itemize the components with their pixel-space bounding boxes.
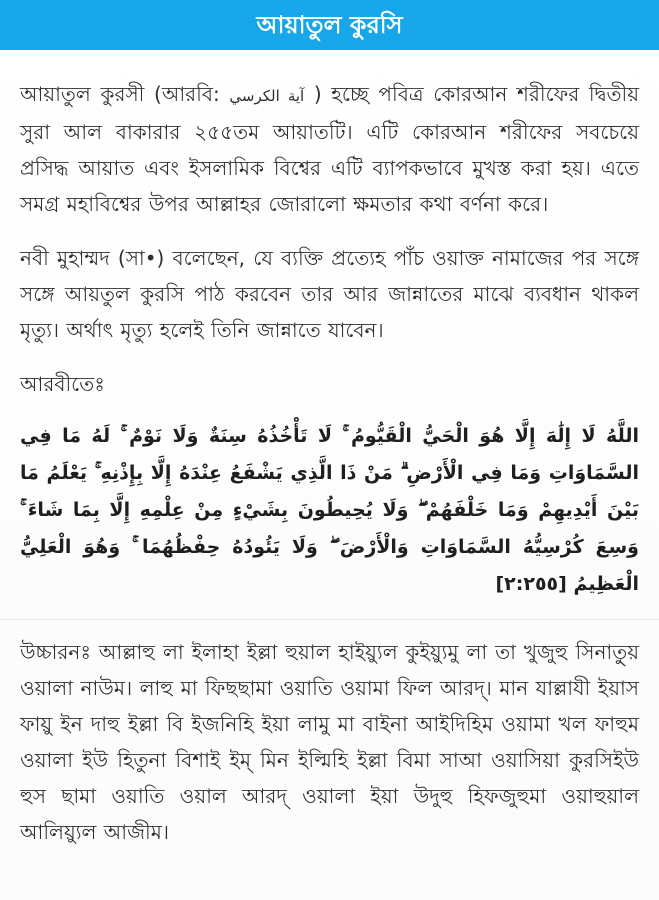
arabic-label: আরবীতেঃ — [20, 372, 105, 396]
intro-text-start: আয়াতুল কুরসী (আরবি: — [20, 82, 230, 106]
intro-text-rest: ) হচ্ছে পবিত্র কোরআন শরীফের দ্বিতীয় সুরা আল বাকারার ২৫৫তম আয়াতটি। এটি কোরআন শরীফের সবচেয়ে প্রসিদ্ধ আয়াত এবং ইসলামিক বিশ্বের এটি ব্যাপকভাবে মুখস্ত করা হয়। এতে সমগ্র মহাবিশ্বের উপর আল্লাহর জোরালো ক্ষমতার কথা বর্ণনা করে। — [20, 82, 639, 216]
content-area[interactable] — [0, 50, 659, 850]
arabic-verse: اللَّهُ لَا إِلَٰهَ إِلَّا هُوَ الْحَيُّ الْقَيُّومُ ۚ لَا تَأْخُذُهُ سِنَةٌ وَلَا نَوْمٌ ۚ لَهُ مَا فِي السَّمَاوَاتِ وَمَا فِي الْأَرْضِ ۗ مَنْ ذَا الَّذِي يَشْفَعُ عِنْدَهُ إِلَّا بِإِذْنِهِ ۚ يَعْلَمُ مَا بَيْنَ أَيْدِيهِمْ وَمَا خَلْفَهُمْ ۖ وَلَا يُحِيطُونَ بِشَيْءٍ مِنْ عِلْمِهِ إِلَّا بِمَا شَاءَ ۚ وَسِعَ كُرْسِيُّهُ السَّمَاوَاتِ وَالْأَرْضَ ۖ وَلَا يَئُودُهُ حِفْظُهُمَا ۚ وَهُوَ الْعَلِيُّ الْعَظِيمُ [٢:٢٥٥] — [20, 425, 639, 595]
pronunciation-paragraph: উচ্চারনঃ আল্লাহু লা ইলাহা ইল্লা হুয়াল হাইয়্যুল কুইয়্যুমু লা তা খুজুহু সিনাতু্য় ওয়ালা নাউম। লাহু মা ফিছছামা ওয়াতি ওয়ামা ফিল আরদ্। মান যাল্লাযী ইয়াস ফায়ু ইন দাহু ইল্লা বি ইজনিহি ইয়া লামু মা বাইনা আইদিহিম ওয়ামা খল ফাহুম ওয়ালা ইউ হিতুনা বিশাই ইম্ মিন ইল্মিহি ইল্লা বিমা সাআ ওয়াসিয়া কুরসিইউ হুস ছামা ওয়াতি ওয়াল আরদ্ ওয়ালা ইয়া উদুহু হিফজুহুমা ওয়াহুয়াল আলিয়্যুল আজীম। — [20, 640, 639, 844]
page-title: আয়াতুল কুরসি — [256, 11, 403, 39]
intro-paragraph — [20, 76, 639, 222]
app-header — [0, 0, 659, 50]
hadith-paragraph: নবী মুহাম্মদ (সা•) বলেছেন, যে ব্যক্তি প্রত্যেহ পাঁচ ওয়াক্ত নামাজের পর সঙ্গে সঙ্গে আয়তুল কুরসি পাঠ করবেন তার আর জান্নাতের মাঝে ব্যবধান থাকল মৃত্যু। অর্থাৎ মৃত্যু হলেই তিনি জান্নাতে যাবেন। — [20, 246, 639, 342]
arabic-name-inline: آية الكرسي — [229, 87, 305, 105]
